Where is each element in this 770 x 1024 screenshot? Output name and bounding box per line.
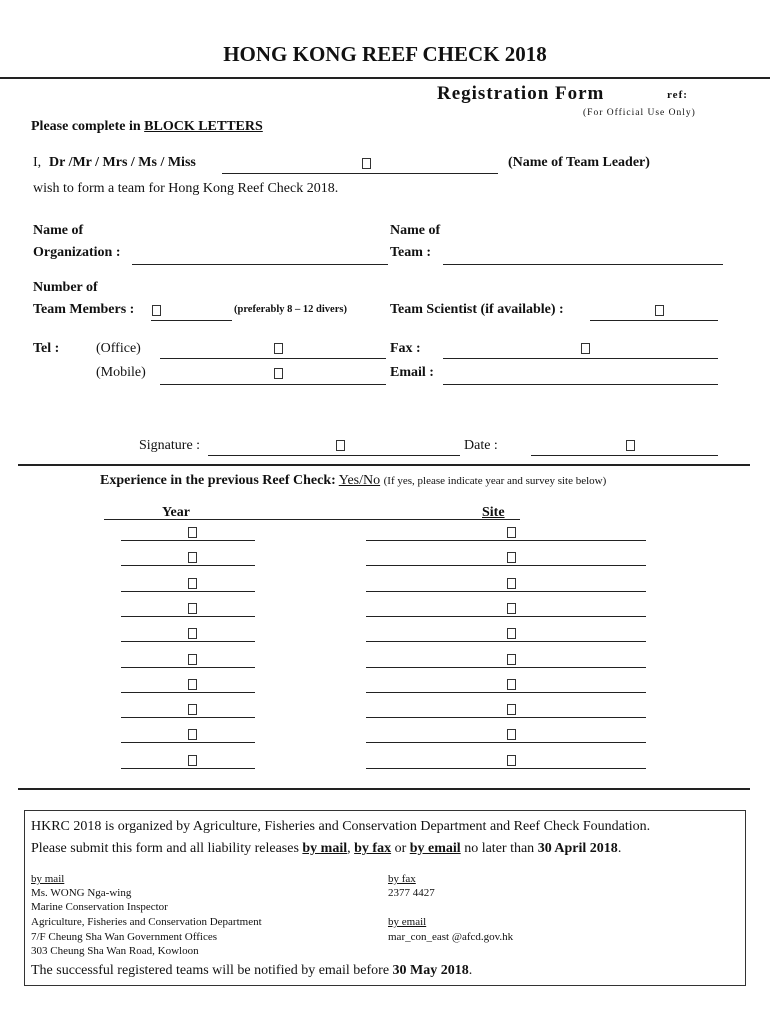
site-field[interactable]	[366, 702, 646, 718]
office-label: (Office)	[96, 341, 141, 356]
email-label: Email :	[390, 365, 434, 380]
mobile-label: (Mobile)	[96, 365, 146, 380]
signature-field[interactable]	[208, 440, 460, 456]
email-heading: by email	[388, 916, 427, 928]
email-address: mar_con_east @afcd.gov.hk	[388, 931, 514, 943]
team-name-field[interactable]	[443, 249, 723, 265]
signature-label: Signature :	[139, 438, 201, 453]
tel-office-marker-icon	[274, 343, 283, 354]
year-marker-icon	[188, 603, 197, 614]
mail-line-4: 7/F Cheung Sha Wan Government Offices	[31, 931, 217, 943]
site-field[interactable]	[366, 550, 646, 566]
site-marker-icon	[507, 552, 516, 563]
tel-mobile-field[interactable]	[160, 369, 386, 385]
submit-or: or	[391, 841, 410, 856]
year-marker-icon	[188, 729, 197, 740]
notify-line	[31, 963, 472, 979]
organization-field[interactable]	[132, 249, 388, 265]
site-field[interactable]	[366, 626, 646, 642]
email-field[interactable]	[443, 369, 718, 385]
fax-label: Fax :	[390, 341, 421, 356]
deadline: 30 April 2018	[537, 841, 618, 856]
instructions-emphasis: BLOCK LETTERS	[144, 119, 263, 134]
experience-question-row	[100, 473, 606, 489]
site-field[interactable]	[366, 576, 646, 592]
members-label-2: Team Members :	[33, 302, 135, 317]
organizer-line: HKRC 2018 is organized by Agriculture, Fisheries and Conservation Department and Reef Check Foundation.	[31, 819, 651, 834]
submit-mid: no later than	[460, 841, 538, 856]
site-field[interactable]	[366, 677, 646, 693]
year-header: Year	[162, 505, 190, 520]
site-field[interactable]	[366, 753, 646, 769]
official-use-note: (For Official Use Only)	[583, 108, 696, 118]
mail-line-5: 303 Cheung Sha Wan Road, Kowloon	[31, 945, 199, 957]
tel-label: Tel :	[33, 341, 60, 356]
site-marker-icon	[507, 755, 516, 766]
leader-prefix: I,	[33, 155, 42, 170]
members-hint: (preferably 8 – 12 divers)	[234, 304, 347, 315]
submit-line	[31, 841, 621, 857]
year-marker-icon	[188, 679, 197, 690]
team-scientist-field[interactable]	[590, 305, 718, 321]
org-label-1: Name of	[33, 223, 84, 238]
year-marker-icon	[188, 578, 197, 589]
instructions-prefix: Please complete in	[31, 119, 145, 134]
experience-options[interactable]: Yes/No	[338, 473, 381, 488]
site-marker-icon	[507, 578, 516, 589]
page-title: HONG KONG REEF CHECK 2018	[223, 42, 547, 66]
form-title: Registration Form	[437, 83, 605, 104]
team-scientist-marker-icon	[655, 305, 664, 316]
team-label-2: Team :	[390, 245, 432, 260]
year-marker-icon	[188, 527, 197, 538]
team-members-marker-icon	[152, 305, 161, 316]
site-field[interactable]	[366, 727, 646, 743]
site-field[interactable]	[366, 601, 646, 617]
members-label-1: Number of	[33, 280, 98, 295]
site-field[interactable]	[366, 525, 646, 541]
signature-marker-icon	[336, 440, 345, 451]
experience-question: Experience in the previous Reef Check:	[100, 473, 336, 488]
leader-statement: wish to form a team for Hong Kong Reef Check 2018.	[33, 181, 339, 196]
section-rule-1	[18, 464, 750, 466]
site-marker-icon	[507, 704, 516, 715]
site-marker-icon	[507, 654, 516, 665]
tel-mobile-marker-icon	[274, 368, 283, 379]
experience-hint: (If yes, please indicate year and survey site below)	[383, 475, 607, 487]
notify-date: 30 May 2018	[392, 963, 469, 978]
site-marker-icon	[507, 527, 516, 538]
by-mail-text: by mail	[302, 841, 348, 856]
leader-name-marker-icon	[362, 158, 371, 169]
org-label-2: Organization :	[33, 245, 121, 260]
submit-prefix: Please submit this form and all liability releases	[31, 841, 303, 856]
fax-heading: by fax	[388, 873, 416, 885]
notify-prefix: The successful registered teams will be notified by email before	[31, 963, 393, 978]
tel-office-field[interactable]	[160, 343, 386, 359]
year-marker-icon	[188, 628, 197, 639]
section-rule-2	[18, 788, 750, 790]
mail-heading: by mail	[31, 873, 65, 885]
by-email-text: by email	[409, 841, 461, 856]
submit-comma: ,	[347, 841, 355, 856]
site-marker-icon	[507, 679, 516, 690]
site-header: Site	[482, 505, 505, 520]
year-marker-icon	[188, 755, 197, 766]
site-marker-icon	[507, 603, 516, 614]
team-label-1: Name of	[390, 223, 441, 238]
year-marker-icon	[188, 704, 197, 715]
site-marker-icon	[507, 628, 516, 639]
date-marker-icon	[626, 440, 635, 451]
date-field[interactable]	[531, 440, 718, 456]
ref-label: ref:	[667, 89, 688, 101]
date-label: Date :	[464, 438, 498, 453]
fax-number: 2377 4427	[388, 887, 435, 899]
year-marker-icon	[188, 654, 197, 665]
site-field[interactable]	[366, 652, 646, 668]
leader-titles: Dr /Mr / Mrs / Ms / Miss	[49, 155, 196, 170]
fax-marker-icon	[581, 343, 590, 354]
submit-period: .	[617, 841, 622, 856]
instructions	[31, 119, 263, 135]
submission-info-box	[24, 810, 746, 986]
team-members-field[interactable]	[151, 305, 232, 321]
scientist-label: Team Scientist (if available) :	[390, 302, 564, 317]
mail-line-2: Marine Conservation Inspector	[31, 901, 168, 913]
leader-name-field[interactable]	[222, 158, 498, 174]
mail-line-1: Ms. WONG Nga-wing	[31, 887, 132, 899]
title-rule	[0, 77, 770, 79]
year-marker-icon	[188, 552, 197, 563]
site-marker-icon	[507, 729, 516, 740]
leader-suffix: (Name of Team Leader)	[508, 155, 650, 170]
by-fax-text: by fax	[354, 841, 392, 856]
mail-line-3: Agriculture, Fisheries and Conservation Department	[31, 916, 262, 928]
notify-suffix: .	[468, 963, 473, 978]
